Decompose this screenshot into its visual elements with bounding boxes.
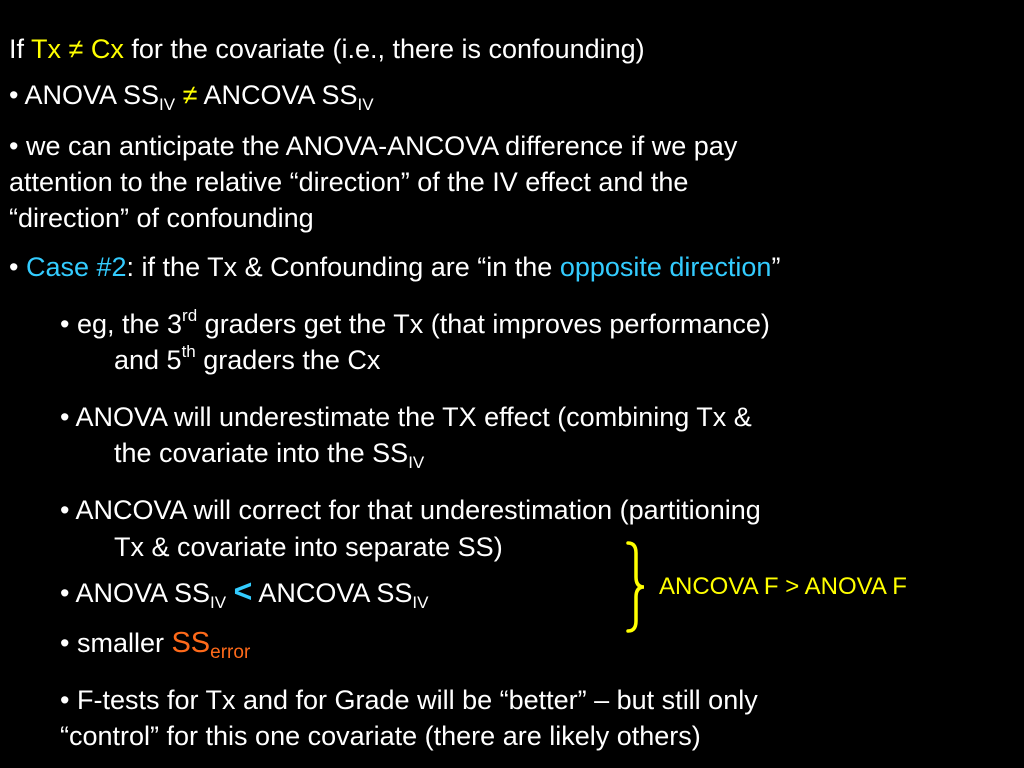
anova-neq-ancova-line — [9, 80, 374, 114]
case2-line — [9, 252, 780, 282]
case-2-label: Case #2 — [25, 252, 127, 282]
eg-line-2 — [114, 342, 381, 375]
bullet: • — [9, 252, 26, 282]
iv-subscript: IV — [159, 95, 176, 114]
ancova-ss-text: ANCOVA SS — [258, 578, 413, 608]
right-brace-icon — [618, 541, 648, 633]
error-subscript: error — [210, 642, 251, 663]
eg-line-1 — [60, 306, 770, 339]
ancova-ss-text: ANCOVA SS — [203, 80, 358, 110]
if-text: If — [9, 34, 32, 64]
anticipate-line-2: attention to the relative “direction” of the IV effect and the — [9, 167, 689, 197]
underestimate-line-1: • ANOVA will underestimate the TX effect (combining Tx & — [60, 402, 752, 432]
eg-text: • eg, the 3 — [60, 309, 183, 339]
ancova-f-note: ANCOVA F > ANOVA F — [659, 573, 907, 600]
iv-subscript: IV — [357, 95, 374, 114]
iv-subscript: IV — [412, 593, 429, 612]
eg-text: and 5 — [114, 345, 182, 375]
correct-line-1: • ANCOVA will correct for that underestimation (partitioning — [60, 495, 761, 525]
anticipate-line-1: • we can anticipate the ANOVA-ANCOVA difference if we pay — [9, 131, 738, 161]
underestimate-line-2 — [114, 438, 425, 472]
th-superscript: th — [181, 342, 196, 361]
iv-subscript: IV — [210, 593, 227, 612]
case-2-text: : if the Tx & Confounding are “in the — [126, 252, 560, 282]
tx-label: Tx — [31, 34, 62, 64]
ftests-line-2: “control” for this one covariate (there are likely others) — [60, 721, 701, 751]
anova-ss-text: • ANOVA SS — [60, 578, 211, 608]
correct-line-2: Tx & covariate into separate SS) — [114, 532, 503, 562]
smaller-line — [60, 627, 251, 663]
closing-quote: ” — [771, 252, 781, 282]
ftests-line-1: • F-tests for Tx and for Grade will be “better” – but still only — [60, 685, 758, 715]
anticipate-line-3: “direction” of confounding — [9, 203, 314, 233]
smaller-text: • smaller — [60, 628, 172, 658]
less-than-symbol: < — [233, 573, 253, 609]
opposite-direction-highlight: opposite direction — [559, 252, 772, 282]
eg-text-rest: graders get the Tx (that improves performance) — [197, 309, 770, 339]
underestimate-text: the covariate into the SS — [114, 438, 409, 468]
cx-label: Cx — [90, 34, 124, 64]
header-rest: for the covariate (i.e., there is confounding) — [123, 34, 645, 64]
not-equal-symbol: ≠ — [61, 34, 91, 64]
eg-text-rest: graders the Cx — [195, 345, 381, 375]
compare-line — [60, 573, 429, 612]
iv-subscript: IV — [408, 453, 425, 472]
not-equal-symbol: ≠ — [175, 80, 204, 110]
ss-error-label: SS — [171, 627, 211, 659]
rd-superscript: rd — [182, 306, 198, 325]
anova-ss-text: • ANOVA SS — [9, 80, 160, 110]
header-line — [9, 34, 645, 64]
